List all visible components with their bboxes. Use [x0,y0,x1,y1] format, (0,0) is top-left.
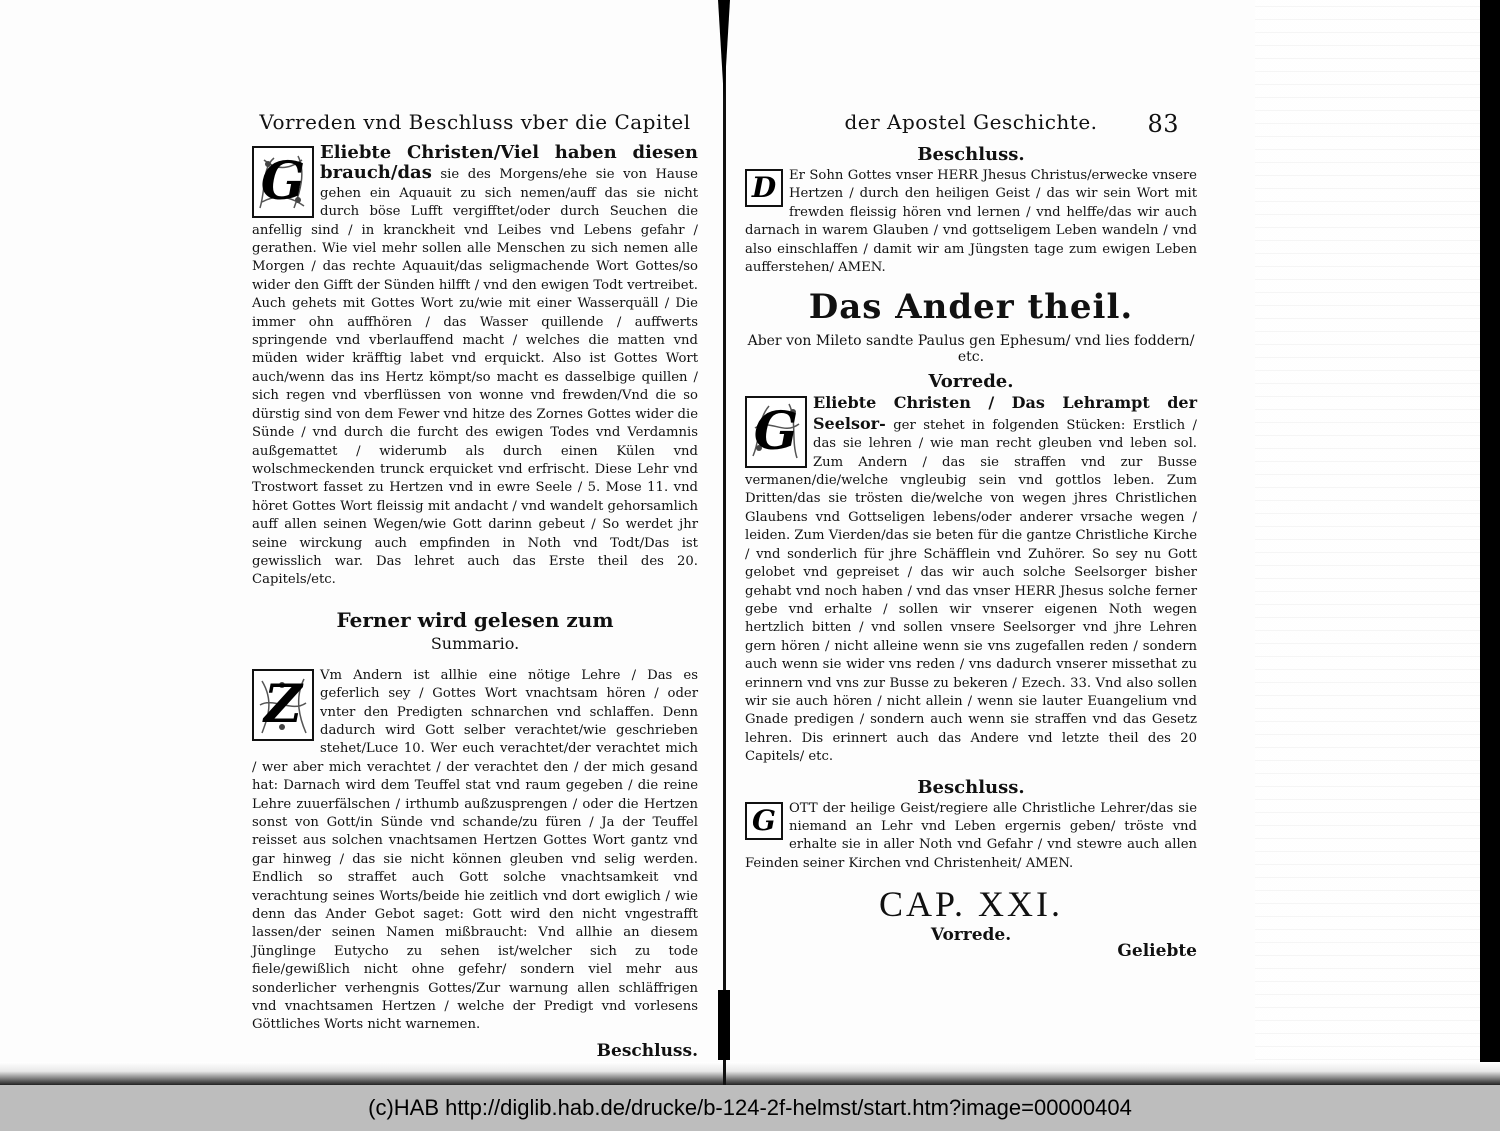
paragraph-body: sie des Morgens/ehe sie von Hause gehen ein Aquauit zu sich nemen/auff das sie nicht durch böse Lufft vergifftet/oder durch Seuchen die anfellig sind / in kranckheit vnd Leibes vnd Lebens gefahr / gerathen. Wie viel mehr sollen alle Menschen zu sich nemen alle Morgen / das rechte Aquauit/das seligmachende Wort Gottes/so wider den Gifft der Sünden hilfft / vnd den ewigen Todt vertreibet. Auch gehets mit Gottes Wort zu/wie mit einer Wasserquäll / Die immer ohn auffhören / das Wasser quillende / auffwerts springende vnd vberlauffend macht / welches die matten vnd müden wider kräfftig labet vnd erquickt. Also ist Gottes Wort auch/wenn das ins Hertz kömpt/so macht es dasselbige quillen / sich regen vnd vberflüssen von wonne vnd frewden/Vnd die so dürstig sind von dem Fewer vnd hitze des Zornes Gottes wider die Sünde / vnd durch die furcht des ewigen Todes vnd Verdamnis außgemattet / widerumb als durch einen Külen vnd wolschmeckenden trunck erquicket vnd erfrischt. Diese Lehr vnd Trostwort fasset zu Hertzen vnd in ewre Seele / 5. Mose 11. vnd höret Gottes Wort fleissig mit andacht / vnd wandelt gehorsamlich auff allen seinen Wegen/wie Gott darinn gebeut / So werdet jhr seine wirckung auch empfinden in Noth vnd Todt/Das ist gewisslich war. Das lehret auch das Erste theil des 20. Capitels/etc. [252,167,698,588]
book-gutter [718,0,730,1085]
left-page [252,110,698,1061]
section-heading: Ferner wird gelesen zum [336,607,614,632]
right-catchword: Geliebte [1117,941,1197,962]
right-running-title: der Apostel Geschichte. [844,110,1098,134]
scan-margin-noise [1255,0,1480,1085]
paragraph-body: ger stehet in folgenden Stücken: Erstlich / das sie lehren / wie man recht gleuben vnd leben sol. Zum Andern / das sie straffen vnd zur Busse vermanen/die/welche vngleubig sein vnd gottlos leben. Zum Dritten/das sie trösten die/welche von wegen jhres Christlichen Glaubens vnd Gottseligen lebens/oder anderer vrsache wegen / leiden. Zum Vierden/das sie beten für die gantze Christliche Kirche / vnd sonderlich für jhre Schäfflein vnd Zuhörer. So sey nu Gott gelobet vnd gepreiset / das wir auch solche Seelsorger bisher gehabt vnd noch haben / vnd das vnser HERR Jhesus solche ferner gebe vnd erhalte / sollen wir vnserer eigenen Noth wegen hertzlich bitten / vnd sollen vnsere Seelsorger vnd jhre Lehren gern hören / nicht alleine wenn sie vns zugefallen reden / sondern auch wenn sie wider vns reden / vns dadurch vnserer missethat zu erinnern vnd vns zur Busse zu bekeren / Ezech. 33. Vnd also sollen wir sie auch hören / nicht allein / wenn sie lauter Euangelium vnd Gnade predigen / sondern auch wenn sie straffen vnd das Gesetz lehren. Dis erinnert auch das Andere vnd letzte theil des 20 Capitels/ etc. [745,417,1197,765]
decorated-initial-icon [745,802,783,840]
beschluss-heading-1: Beschluss. [917,144,1025,165]
initial-letter: Z [264,673,302,735]
scan-right-border [1480,0,1500,1085]
left-catchword: Beschluss. [596,1040,698,1061]
scan-bottom-shadow [0,1062,1500,1085]
decorated-initial-icon [252,146,314,218]
gutter-clip-top [718,0,730,100]
initial-letter: G [260,151,306,212]
vorrede-heading: Vorrede. [928,371,1014,393]
beschluss-heading-2: Beschluss. [917,776,1025,798]
decorated-initial-icon [745,396,807,468]
gutter-line [723,0,726,1085]
right-paragraph-3 [745,800,1197,874]
left-paragraph-1 [252,144,698,590]
left-running-head: Vorreden vnd Beschluss vber die Capitel [259,110,691,134]
right-running-head [745,110,1197,144]
chapter-title: CAP. XXI. [878,884,1064,925]
part-intro: Aber von Mileto sandte Paulus gen Ephesum/ vnd lies foddern/ etc. [747,333,1195,366]
paragraph-opening: Vm Andern ist allhie eine nötige Lehre / Das es geferlich [320,667,698,702]
part-title: Das Ander theil. [808,287,1134,328]
left-paragraph-2 [252,667,698,1035]
initial-letter: G [752,803,776,837]
paragraph-opening: Eliebte Christen / Das Lehrampt der Seelsor- [813,393,1197,433]
paragraph-body: OTT der heilige Geist/regiere alle Christliche Lehrer/das sie niemand an Lehr vnd Leben ergernis geben/ tröste vnd erhalte sie in aller Noth vnd Gefahr / vnd stewre auch allen Feinden seiner Kirchen vnd Christenheit/ AMEN. [745,800,1197,871]
right-paragraph-1 [745,167,1197,277]
chapter-subheading: Vorrede. [930,925,1012,946]
section-subheading: Summario. [430,633,520,653]
decorated-initial-icon [745,169,783,207]
paragraph-body: Er Sohn Gottes vnser HERR Jhesus Christus/erwecke vnsere Hertzen / durch den heiligen Geist / das wir sein Wort mit frewden fleissig hören vnd lernen / vnd helffe/das wir auch darnach in warem Glauben / vnd gottseligem Leben wandeln / vnd also einschlaffen / damit wir am Jüngsten tage zum ewigen Leben aufferstehen/ AMEN. [745,168,1197,276]
page-number: 83 [1147,110,1179,138]
copyright-footer: (c)HAB http://diglib.hab.de/drucke/b-124-2f-helmst/start.htm?image=00000404 [0,1085,1500,1131]
decorated-initial-icon [252,669,314,741]
initial-letter: D [751,171,777,204]
paragraph-body: sey / Gottes Wort vnachtsam hören / oder vnter den Predigten schnarchen vnd schlaffen. Denn dadurch wird Gott selber verachtet/wie geschrieben stehet/Luce 10. Wer euch verachtet/der verachtet mich / wer aber mich verachtet / der verachtet den / der mich gesand hat: Darnach wird dem Teuffel stat vnd raum gegeben / die reine Lehre zuuerfälschen / irthumb außzusprengen / oder die Hertzen sonst von Gott/in Sünde vnd schande/zu füren / Ja der Teuffel reisset aus solchen vnachtsamen Hertzen Gottes Wort gantz vnd gar hinweg / das sie nicht können gleuben vnd selig werden. Endlich so straffet auch Gott solche vnachtsamkeit vnd verachtung seines Worts/beide hie zeitlich vnd dort ewiglich / wie denn das Ander Gebot saget: Gott wird den nicht vngestrafft lassen/der seinen Namen mißbraucht: Vnd allhie an diesem Jünglinge Eutycho zu sehen ist/welcher sich zu tode fiele/gewißlich nicht ohne gefehr/ sondern viel mehr aus sonderlicher verhengnis Gottes/Zur warnung allen schläffrigen vnd vnachtsamen Hertzen / welche der Predigt vnd vorlesens Göttliches Worts nicht warnemen. [252,686,698,1033]
right-page [745,110,1197,961]
gutter-clip-bottom [718,990,730,1060]
right-paragraph-2 [745,394,1197,766]
paragraph-opening: Eliebte Christen/Viel haben diesen brauch/das [320,142,698,184]
initial-letter: G [753,401,799,463]
